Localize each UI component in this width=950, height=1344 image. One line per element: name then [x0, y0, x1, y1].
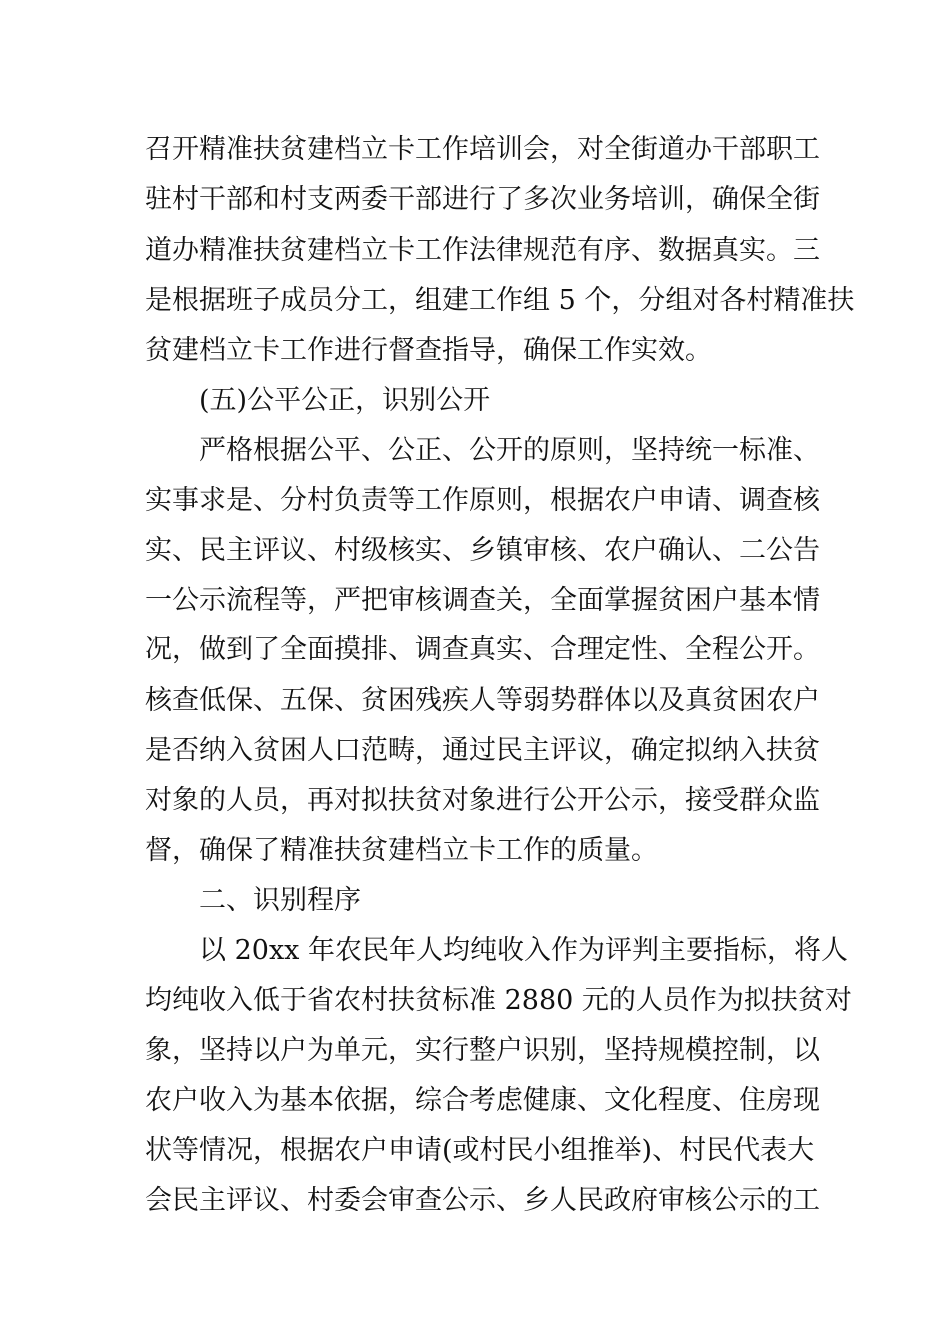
paragraph-line: 农户收入为基本依据，综合考虑健康、文化程度、住房现: [145, 1085, 820, 1116]
paragraph-line: 严格根据公平、公正、公开的原则，坚持统一标准、: [199, 435, 820, 466]
section-heading: 二、识别程序: [199, 885, 361, 916]
paragraph-line: 对象的人员，再对拟扶贫对象进行公开公示，接受群众监: [145, 785, 820, 816]
paragraph-line: 况，做到了全面摸排、调查真实、合理定性、全程公开。: [145, 634, 820, 665]
paragraph-line: 道办精准扶贫建档立卡工作法律规范有序、数据真实。三: [145, 235, 820, 266]
paragraph-line: 一公示流程等，严把审核调查关，全面掌握贫困户基本情: [145, 585, 820, 616]
paragraph-line: 象，坚持以户为单元，实行整户识别，坚持规模控制，以: [145, 1035, 820, 1066]
section-heading: (五)公平公正，识别公开: [199, 385, 491, 416]
paragraph-line: 状等情况，根据农户申请(或村民小组推举)、村民代表大: [145, 1135, 815, 1166]
paragraph-line: 驻村干部和村支两委干部进行了多次业务培训，确保全街: [145, 184, 820, 215]
paragraph-line: 均纯收入低于省农村扶贫标准 2880 元的人员作为拟扶贫对: [145, 985, 852, 1016]
paragraph-line: 是根据班子成员分工，组建工作组 5 个，分组对各村精准扶: [145, 285, 855, 316]
paragraph-line: 以 20xx 年农民年人均纯收入作为评判主要指标，将人: [199, 935, 848, 966]
paragraph-line: 实事求是、分村负责等工作原则，根据农户申请、调查核: [145, 485, 820, 516]
paragraph-line: 督，确保了精准扶贫建档立卡工作的质量。: [145, 835, 658, 866]
paragraph-line: 是否纳入贫困人口范畴，通过民主评议，确定拟纳入扶贫: [145, 735, 820, 766]
paragraph-line: 实、民主评议、村级核实、乡镇审核、农户确认、二公告: [145, 535, 820, 566]
paragraph-line: 贫建档立卡工作进行督查指导，确保工作实效。: [145, 335, 712, 366]
paragraph-line: 核查低保、五保、贫困残疾人等弱势群体以及真贫困农户: [145, 685, 820, 716]
paragraph-line: 召开精准扶贫建档立卡工作培训会，对全街道办干部职工: [145, 134, 820, 165]
paragraph-line: 会民主评议、村委会审查公示、乡人民政府审核公示的工: [145, 1185, 820, 1216]
